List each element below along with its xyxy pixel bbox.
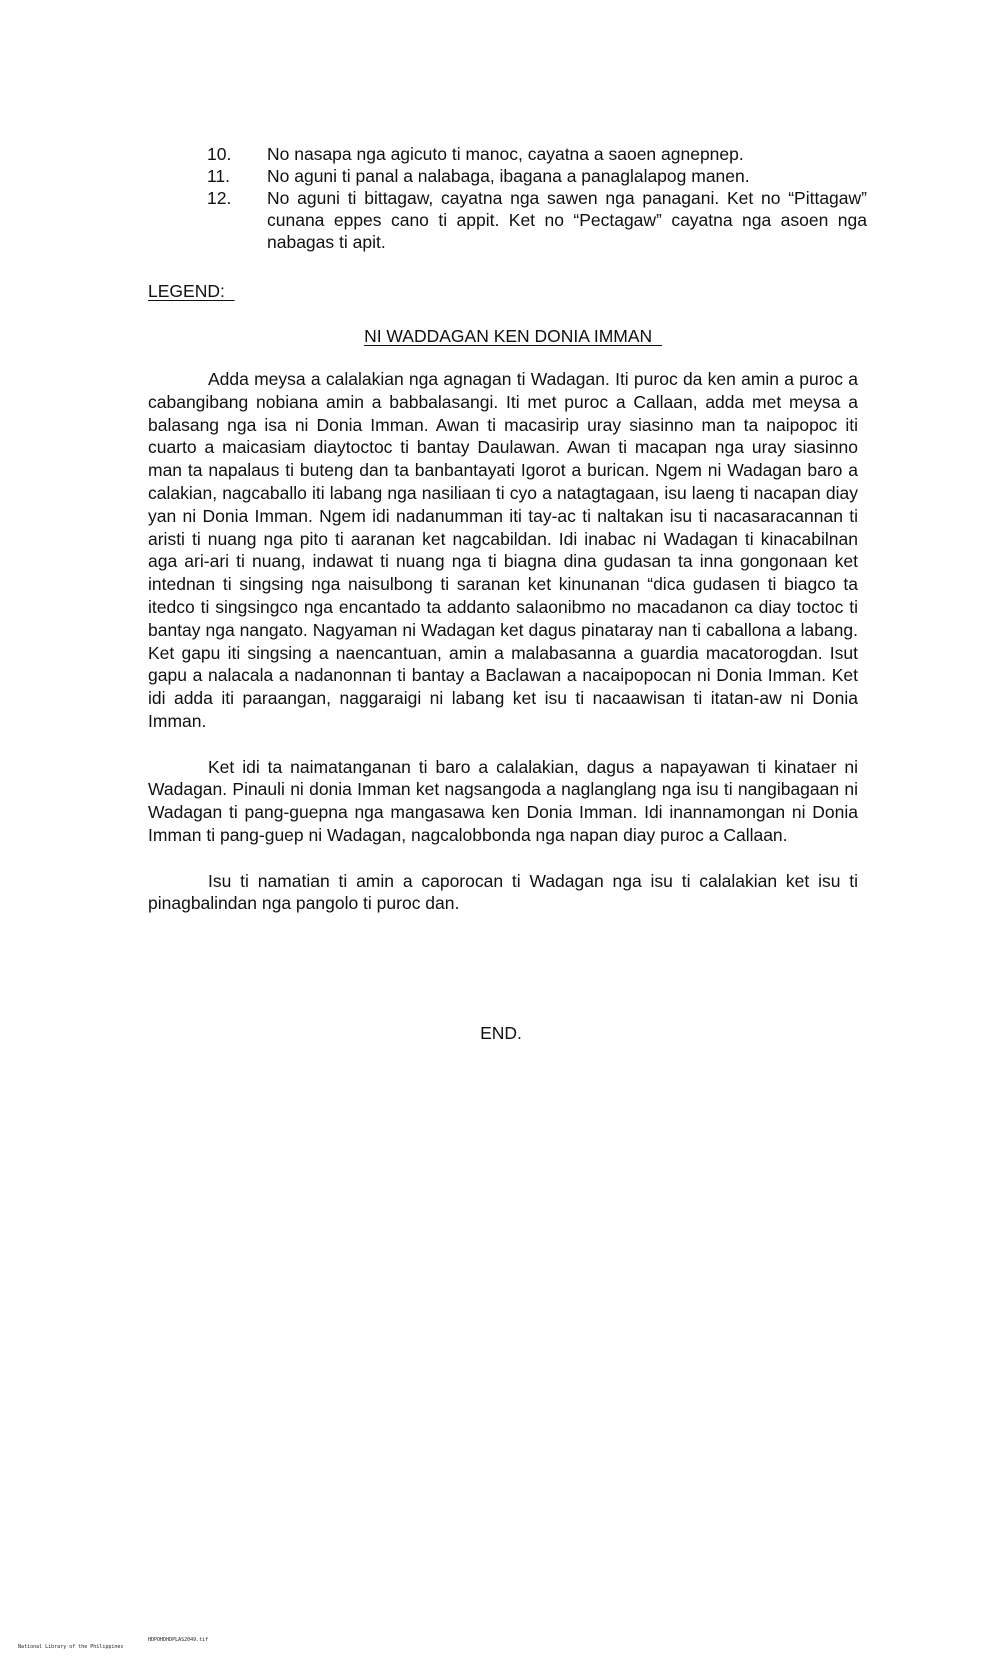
end-marker: END. [480, 1023, 522, 1043]
list-item-number: 10. [207, 144, 232, 164]
numbered-list [207, 143, 867, 253]
list-item-number: 11. [207, 166, 231, 186]
story-title-text: NI WADDAGAN KEN DONIA IMMAN [364, 326, 662, 346]
list-item [207, 143, 867, 165]
footer-source: National Library of the Philippines [18, 1644, 124, 1650]
list-item-number: 12. [207, 188, 232, 208]
list-item-text: No nasapa nga agicuto ti manoc, cayatna a saoen agnepnep. [267, 144, 744, 164]
list-item-text: No aguni ti panal a nalabaga, ibagana a panaglalapog manen. [267, 166, 750, 186]
story-paragraph: Ket idi ta naimatanganan ti baro a calalakian, dagus a napayawan ti kinataer ni Wadagan. Pinauli ni donia Imman ket nagsangoda a naglanglang nga isu ti nangibagaan ni Wadagan ti pang-guepna nga mangasawa ken Donia Imman. Idi inannamongan ni Donia Imman ti pang-guep ni Wadagan, nagcalobbonda nga napan diay puroc a Callaan. [148, 756, 858, 845]
list-item [207, 187, 867, 253]
list-item-text: No aguni ti bittagaw, cayatna nga sawen nga panagani. Ket no “Pittagaw” cunana eppes cano ti appit. Ket no “Pectagaw” cayatna nga asoen nga nabagas ti apit. [267, 188, 867, 252]
story-paragraph: Isu ti namatian ti amin a caporocan ti Wadagan nga isu ti calalakian ket isu ti pinagbalindan nga pangolo ti puroc dan. [148, 870, 858, 914]
list-item [207, 165, 867, 187]
story-body [148, 368, 858, 938]
story-title [0, 325, 1002, 347]
scan-footer [6, 1637, 209, 1665]
story-paragraph: Adda meysa a calalakian nga agnagan ti Wadagan. Iti puroc da ken amin a puroc a cabangibang nobiana amin a babbalasangi. Iti met puroc a Callaan, adda met meysa a balasang nga isa ni Donia Imman. Awan ti macasirip uray siasinno man ta naipopoc iti cuarto a maicasiam diaytoctoc ti bantay Daulawan. Awan ti macapan nga uray siasinno man ta napalaus ti buteng dan ta banbantayati Igorot a burican. Ngem ni Wadagan baro a calakian, nagcaballo iti labang nga nasiliaan ti cyo a natagtagaan, isu laeng ti nacapan diay yan ni Donia Imman. Ngem idi nadanumman iti tay-ac ti naltakan isu ti nacasaracannan ti aristi ti nuang nga pito ti aaranan ket nagcabildan. Idi inabac ni Wadagan ti kinacabilnan aga ari-ari ti nuang, indawat ti nuang nga ti biagna dina gudasan ta inna gongonaan ket intednan ti singsing nga naisulbong ti saranan ket kinunanan “dica gudasen ti biagco ta itedco ti singsingco nga encantado ta addanto salaonibmo no macadanon ca diay toctoc ti bantay nga nangato. Nagyaman ni Wadagan ket dagus pinataray nan ti caballona a labang. Ket gapu iti singsing a naencantuan, amin a malabasanna a guardia macatorogdan. Isut gapu a nalacala a nadanonnan ti bantay a Baclawan a nacaipopocan ni Donia Imman. Ket idi adda iti paraangan, naggaraigi ni labang ket isu ti nacaawisan ti itatan-aw ni Donia Imman. [148, 369, 858, 731]
legend-heading: LEGEND: [148, 281, 235, 301]
footer-filename: HDPOHDHDPLAS2049.tif [148, 1637, 209, 1643]
